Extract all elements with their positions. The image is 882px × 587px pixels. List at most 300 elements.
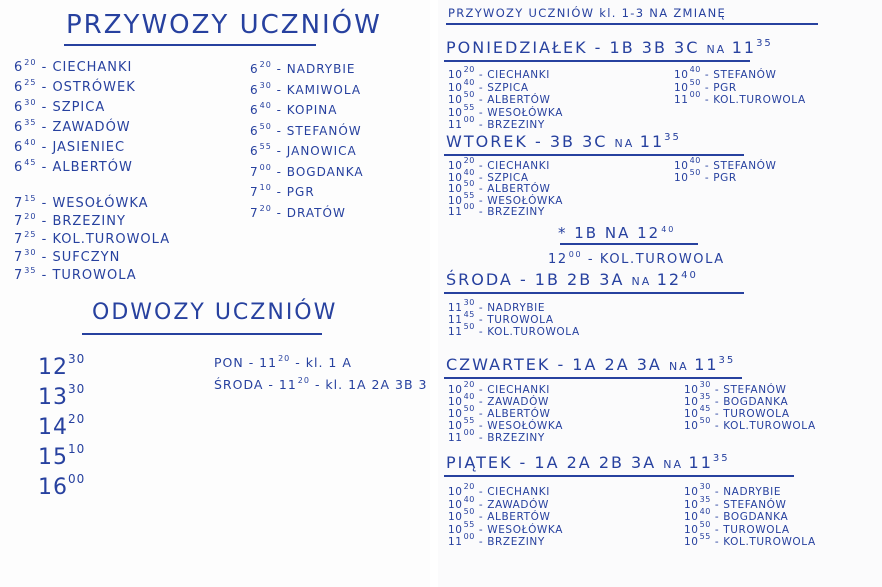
day-time-sup: 40 <box>681 270 698 281</box>
entry-minutes: 40 <box>463 392 475 401</box>
entry-place: CIECHANKI <box>487 486 550 498</box>
entry-time: 10 <box>448 171 463 184</box>
entry-time: 6 <box>250 103 259 117</box>
entry-dash: - <box>474 69 488 81</box>
entry-place: KOL.TUROWOLA <box>52 232 171 247</box>
schedule-entry <box>14 194 149 211</box>
return-hour: 12 <box>38 355 68 380</box>
return-hour: 14 <box>38 415 68 440</box>
entry-place: SZPICA <box>52 100 106 115</box>
entry-place: PGR <box>713 81 737 94</box>
day-title-wtorek <box>446 132 681 151</box>
entry-time: 6 <box>250 82 259 97</box>
entry-time: 7 <box>250 205 259 220</box>
entry-minutes: 30 <box>24 248 37 257</box>
schedule-entry <box>448 115 545 131</box>
entry-time: 11 <box>448 326 463 338</box>
entry-dash: - <box>710 384 724 396</box>
entry-place: ZAWADÓW <box>487 396 549 408</box>
entry-dash: - <box>271 82 287 97</box>
day-na: NA <box>706 43 732 56</box>
entry-time: 10 <box>448 194 463 207</box>
entry-dash: - <box>710 396 724 408</box>
entry-dash: - <box>474 486 488 498</box>
entry-time: 6 <box>14 80 24 95</box>
schedule-entry <box>14 248 120 265</box>
day-classes: CZWARTEK - 1A 2A 3A <box>446 355 669 374</box>
day-classes: PIĄTEK - 1A 2A 2B 3A <box>446 453 664 472</box>
entry-dash: - <box>271 62 287 76</box>
entry-dash: - <box>36 268 53 283</box>
entry-dash: - <box>36 100 53 115</box>
schedule-entry <box>674 90 806 106</box>
entry-time: 11 <box>448 119 463 131</box>
entry-time: 10 <box>448 106 463 119</box>
schedule-entry <box>684 532 816 548</box>
entry-minutes: 50 <box>463 404 475 413</box>
entry-dash: - <box>474 432 488 444</box>
entry-time: 10 <box>448 69 463 81</box>
entry-dash: - <box>474 523 488 536</box>
entry-dash: - <box>271 144 287 158</box>
entry-dash: - <box>474 119 488 131</box>
entry-place: STEFANÓW <box>723 384 787 396</box>
entry-minutes: 40 <box>699 507 711 516</box>
entry-minutes: 30 <box>24 98 37 107</box>
entry-dash: - <box>710 498 724 511</box>
entry-dash: - <box>474 511 488 523</box>
entry-dash: - <box>710 486 724 498</box>
entry-place: STEFANÓW <box>713 160 777 172</box>
entry-time: 10 <box>448 384 463 396</box>
entry-dash: - <box>700 171 714 184</box>
day-underline <box>444 377 742 379</box>
entry-minutes: 30 <box>699 380 711 389</box>
entry-time: 10 <box>448 160 463 172</box>
entry-time: 10 <box>448 94 463 106</box>
entry-dash: - <box>36 214 53 229</box>
entry-place: ALBERTÓW <box>487 511 551 523</box>
entry-place: NADRYBIE <box>723 486 782 498</box>
return-time <box>38 442 85 470</box>
entry-dash: - <box>700 69 714 81</box>
entry-dash: - <box>36 160 53 175</box>
entry-minutes: 50 <box>689 167 701 177</box>
entry-place: TUROWOLA <box>723 523 790 536</box>
entry-time: 10 <box>674 69 689 81</box>
day-time: 11 <box>688 453 713 472</box>
entry-minutes: 50 <box>463 322 475 331</box>
entry-dash: - <box>271 185 287 199</box>
special-text: * 1B NA 12 <box>558 224 661 242</box>
entry-minutes: 15 <box>24 194 37 203</box>
return-minutes: 00 <box>68 472 86 486</box>
entry-place: ALBERTÓW <box>487 183 551 195</box>
entry-dash: - <box>474 408 488 420</box>
entry-minutes: 45 <box>463 310 475 319</box>
entry-place: BRZEZINY <box>487 432 545 444</box>
entry-dash: - <box>36 232 53 247</box>
entry-dash: - <box>271 205 287 220</box>
entry-time: 7 <box>14 268 24 283</box>
entry-minutes: 35 <box>699 392 711 401</box>
entry-place: NADRYBIE <box>487 302 546 314</box>
header-underline <box>446 23 818 25</box>
entry-place: BOGDANKA <box>723 511 789 523</box>
entry-place: BRZEZINY <box>487 536 545 548</box>
entry-dash: - <box>474 314 488 326</box>
entry-place: ZAWADÓW <box>487 498 549 511</box>
entry-dash: - <box>700 94 714 106</box>
entry-time: 11 <box>448 206 463 218</box>
entry-place: KOL.TUROWOLA <box>487 326 580 338</box>
entry-place: KAMIWOLA <box>286 82 362 97</box>
entry-place: BRZEZINY <box>487 119 545 131</box>
entry-time: 10 <box>448 486 463 498</box>
entry-dash: - <box>710 511 724 523</box>
entry-dash: - <box>474 206 488 218</box>
schedule-entry <box>14 230 170 247</box>
entry-place: SZPICA <box>487 81 529 94</box>
entry-dash: - <box>36 196 53 211</box>
entry-minutes: 50 <box>699 416 711 425</box>
schedule-entry <box>14 212 126 229</box>
schedule-entry <box>674 168 737 184</box>
schedule-entry <box>14 98 105 115</box>
entry-time: 10 <box>684 420 699 432</box>
entry-minutes: 00 <box>689 90 701 99</box>
entry-time: 10 <box>448 498 463 511</box>
entry-place: KOL.TUROWOLA <box>713 94 806 106</box>
entry-time: 10 <box>448 511 463 523</box>
special-underline <box>560 243 698 245</box>
schedule-entry <box>14 118 131 135</box>
entry-time: 7 <box>14 250 24 265</box>
entry-dash: - <box>474 94 488 106</box>
entry-place: WESOŁÓWKA <box>487 420 563 432</box>
entry-place: STEFANÓW <box>723 498 787 511</box>
return-minutes: 10 <box>68 442 86 456</box>
entry-time: 7 <box>250 185 259 199</box>
entry-time: 11 <box>448 536 463 548</box>
entry-dash: - <box>36 250 53 265</box>
odwozy-title: ODWOZY UCZNIÓW <box>92 300 338 325</box>
entry-dash: - <box>36 80 53 95</box>
note-minutes: 20 <box>297 376 310 385</box>
entry-time: 10 <box>674 81 689 94</box>
day-title-czwartek <box>446 355 735 374</box>
entry-minutes: 20 <box>463 156 475 165</box>
entry-minutes: 55 <box>699 532 711 541</box>
shift-header: PRZYWOZY UCZNIÓW kl. 1-3 NA ZMIANĘ <box>448 6 727 20</box>
entry-dash: - <box>710 536 724 548</box>
return-hour: 16 <box>38 475 68 500</box>
entry-minutes: 20 <box>259 203 272 213</box>
entry-minutes: 25 <box>24 230 37 239</box>
entry-dash: - <box>474 106 488 119</box>
entry-minutes: 50 <box>259 121 272 131</box>
note-classes: - kl. 1A 2A 3B 3 <box>309 377 428 392</box>
day-title-sroda <box>446 270 698 289</box>
entry-place: ALBERTÓW <box>487 94 551 106</box>
entry-minutes: 20 <box>463 482 475 491</box>
entry-minutes: 00 <box>259 162 272 172</box>
entry-time: 10 <box>674 171 689 184</box>
entry-place: WESOŁÓWKA <box>52 196 149 211</box>
day-underline <box>444 292 744 294</box>
entry-time: 10 <box>448 523 463 536</box>
entry-time: 6 <box>14 120 24 135</box>
day-na: NA <box>668 360 695 373</box>
entry-time: 10 <box>684 536 699 548</box>
schedule-entry <box>448 322 580 338</box>
entry-minutes: 25 <box>24 78 37 87</box>
entry-place: KOPINA <box>286 103 338 117</box>
entry-time: 6 <box>14 140 24 155</box>
return-time <box>38 472 85 500</box>
entry-place: JASIENIEC <box>52 140 126 155</box>
special-line-1 <box>558 224 675 242</box>
special-sup: 40 <box>661 225 676 234</box>
return-time <box>38 412 85 440</box>
entry-dash: - <box>700 160 714 172</box>
entry-time: 10 <box>674 160 689 172</box>
entry-minutes: 55 <box>463 190 475 200</box>
day-time-sup: 35 <box>756 38 773 49</box>
day-title-poniedzialek <box>446 38 773 57</box>
entry-minutes: 35 <box>24 266 37 275</box>
entry-place: WESOŁÓWKA <box>487 194 563 207</box>
entry-dash: - <box>474 326 488 338</box>
entry-minutes: 40 <box>463 77 475 87</box>
return-time <box>38 352 85 380</box>
day-title-piatek <box>446 453 730 472</box>
schedule-entry <box>448 428 545 444</box>
entry-place: BOGDANKA <box>286 164 364 179</box>
note-minutes: 20 <box>278 354 291 363</box>
entry-minutes: 20 <box>463 65 475 74</box>
schedule-entry <box>250 183 315 199</box>
entry-place: BRZEZINY <box>52 214 126 229</box>
entry-minutes: 20 <box>259 60 272 69</box>
entry-place: WESOŁÓWKA <box>487 523 563 536</box>
entry-minutes: 00 <box>463 532 475 541</box>
entry-place: KOL.TUROWOLA <box>723 536 816 548</box>
day-time: 11 <box>694 355 719 374</box>
entry-place: TUROWOLA <box>487 314 554 326</box>
entry-minutes: 20 <box>463 380 475 389</box>
entry-time: 7 <box>14 214 24 229</box>
day-na: NA <box>663 458 689 471</box>
entry-time: 10 <box>448 183 463 195</box>
entry-dash: - <box>474 384 488 396</box>
entry-minutes: 20 <box>24 58 37 67</box>
entry-minutes: 30 <box>463 298 475 307</box>
entry-time: 10 <box>448 408 463 420</box>
entry-place: KOL.TUROWOLA <box>723 420 816 432</box>
entry-place: TUROWOLA <box>52 268 137 283</box>
entry-place: NADRYBIE <box>286 62 356 76</box>
entry-dash: - <box>700 81 714 94</box>
entry-minutes: 45 <box>699 404 711 413</box>
entry-dash: - <box>474 396 488 408</box>
entry-dash: - <box>271 103 287 117</box>
entry-place: STEFANÓW <box>713 69 777 81</box>
return-minutes: 20 <box>68 412 86 426</box>
entry-time: 6 <box>250 62 259 76</box>
entry-place: TUROWOLA <box>723 408 790 420</box>
entry-minutes: 40 <box>259 101 272 110</box>
entry-place: CIECHANKI <box>487 69 550 81</box>
entry-place: ZAWADÓW <box>52 120 131 135</box>
entry-minutes: 40 <box>463 167 475 177</box>
entry-place: CIECHANKI <box>487 160 550 172</box>
day-underline <box>444 475 794 477</box>
return-minutes: 30 <box>68 352 86 366</box>
schedule-entry <box>14 158 133 175</box>
entry-place: JANOWICA <box>286 144 357 158</box>
entry-minutes: 30 <box>699 482 711 491</box>
return-note <box>214 354 352 370</box>
entry-time: 11 <box>448 314 463 326</box>
entry-dash: - <box>36 140 53 155</box>
special-time: 12 <box>548 252 568 267</box>
special-line-2: $12^{00}$ - KOL.TUROWOLA <box>548 250 725 267</box>
schedule-entry <box>684 416 816 432</box>
entry-time: 10 <box>448 396 463 408</box>
entry-place: BRZEZINY <box>487 206 545 218</box>
schedule-entry <box>14 58 132 75</box>
entry-time: 10 <box>684 511 699 523</box>
entry-minutes: 00 <box>463 428 475 437</box>
schedule-entry <box>448 202 545 218</box>
entry-minutes: 00 <box>463 115 475 124</box>
przywozy-title: PRZYWOZY UCZNIÓW <box>66 10 382 40</box>
entry-minutes: 40 <box>24 138 37 147</box>
entry-minutes: 50 <box>463 179 475 188</box>
day-na: NA <box>614 137 640 150</box>
schedule-entry <box>250 122 362 138</box>
entry-dash: - <box>710 523 724 536</box>
entry-place: CIECHANKI <box>52 60 133 75</box>
day-classes: ŚRODA - 1B 2B 3A <box>446 270 632 289</box>
entry-minutes: 30 <box>259 80 272 90</box>
entry-dash: - <box>36 120 53 135</box>
entry-place: ALBERTÓW <box>52 160 133 175</box>
note-prefix: PON - 11 <box>214 355 278 370</box>
right-page <box>438 0 882 587</box>
entry-minutes: 50 <box>699 519 711 529</box>
entry-time: 11 <box>448 302 463 314</box>
day-classes: PONIEDZIAŁEK - 1B 3B 3C <box>446 38 707 57</box>
entry-dash: - <box>474 536 488 548</box>
entry-dash: - <box>474 183 488 195</box>
entry-time: 7 <box>14 196 24 211</box>
day-time-sup: 35 <box>718 355 736 366</box>
schedule-entry <box>250 101 337 117</box>
entry-minutes: 55 <box>463 102 475 112</box>
entry-time: 10 <box>448 81 463 94</box>
entry-place: PGR <box>286 185 315 199</box>
entry-dash: - <box>271 123 287 138</box>
entry-dash: - <box>474 498 488 511</box>
entry-dash: - <box>36 60 53 75</box>
day-time-sup: 35 <box>664 132 681 143</box>
left-page <box>0 0 430 587</box>
entry-place: OSTRÓWEK <box>52 80 136 95</box>
schedule-entry <box>14 78 136 95</box>
entry-time: 6 <box>14 100 24 115</box>
day-classes: WTOREK - 3B 3C <box>446 132 615 151</box>
odwozy-underline <box>82 333 322 335</box>
schedule-entry <box>448 532 545 548</box>
special-time-sup: 00 <box>568 250 583 259</box>
entry-minutes: 55 <box>463 416 475 425</box>
entry-place: ALBERTÓW <box>487 408 551 420</box>
entry-dash: - <box>474 160 488 172</box>
entry-time: 6 <box>250 144 259 158</box>
entry-place: DRATÓW <box>286 205 346 220</box>
day-time: 11 <box>731 38 757 57</box>
schedule-entry <box>14 138 125 155</box>
entry-minutes: 40 <box>689 156 701 165</box>
schedule-entry <box>250 163 364 179</box>
entry-dash: - <box>710 420 724 432</box>
entry-place: STEFANÓW <box>286 123 362 138</box>
day-time: 12 <box>656 270 682 289</box>
entry-time: 7 <box>250 164 259 179</box>
day-time: 11 <box>639 132 665 151</box>
entry-minutes: 55 <box>463 519 475 529</box>
entry-time: 10 <box>684 523 699 536</box>
entry-time: 6 <box>14 60 24 75</box>
entry-minutes: 35 <box>699 494 711 504</box>
day-underline <box>444 60 750 62</box>
entry-minutes: 50 <box>689 77 701 87</box>
return-hour: 15 <box>38 445 68 470</box>
entry-dash: - <box>710 408 724 420</box>
entry-place: PGR <box>713 171 737 184</box>
special-place: KOL.TUROWOLA <box>599 252 725 267</box>
entry-minutes: 20 <box>24 212 37 221</box>
day-na: NA <box>631 275 657 288</box>
entry-minutes: 10 <box>259 183 272 192</box>
entry-place: SZPICA <box>487 171 529 184</box>
entry-time: 11 <box>674 94 689 106</box>
note-prefix: ŚRODA - 11 <box>214 377 297 392</box>
schedule-entry <box>250 81 361 97</box>
entry-minutes: 50 <box>463 507 475 516</box>
entry-time: 10 <box>684 408 699 420</box>
entry-time: 10 <box>448 420 463 432</box>
entry-dash: - <box>474 302 488 314</box>
entry-time: 6 <box>250 123 259 138</box>
entry-time: 6 <box>14 160 24 175</box>
entry-dash: - <box>474 420 488 432</box>
schedule-entry <box>250 204 346 220</box>
entry-minutes: 35 <box>24 118 37 127</box>
return-hour: 13 <box>38 385 68 410</box>
entry-dash: - <box>271 164 287 179</box>
entry-time: 10 <box>684 486 699 498</box>
schedule-entry <box>250 60 355 76</box>
entry-time: 10 <box>684 384 699 396</box>
entry-time: 10 <box>684 396 699 408</box>
entry-minutes: 55 <box>259 142 272 151</box>
schedule-entry <box>250 142 357 158</box>
return-time <box>38 382 85 410</box>
entry-minutes: 50 <box>463 90 475 99</box>
